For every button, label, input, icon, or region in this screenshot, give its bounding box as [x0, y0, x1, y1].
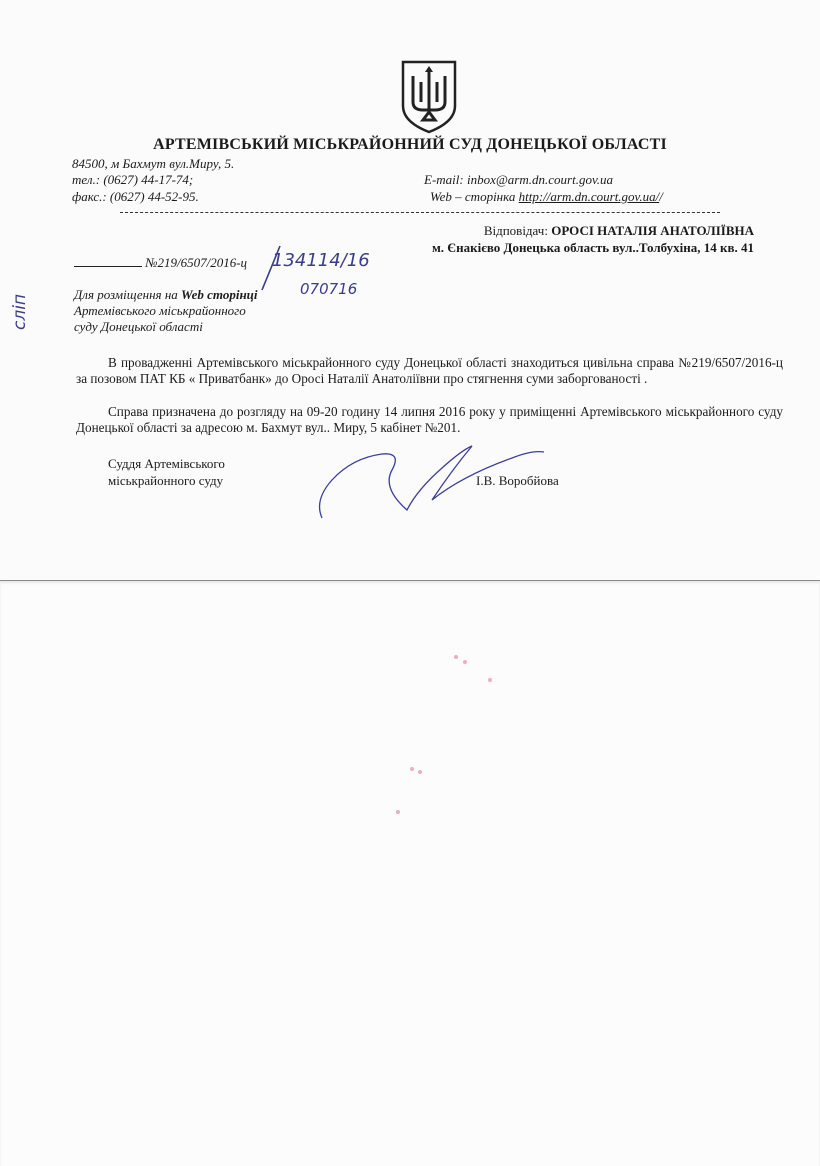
web-note-suffix: сторінці [207, 287, 258, 302]
case-number: №219/6507/2016-ц [145, 255, 248, 270]
court-email: E-mail: inbox@arm.dn.court.gov.ua [424, 172, 613, 187]
handwritten-reg-number: 134114/16 [272, 250, 370, 271]
court-phone: тел.: (0627) 44-17-74; [72, 172, 194, 187]
ink-speck [418, 770, 422, 774]
handwritten-margin-note: сліп [10, 293, 30, 330]
ink-speck [463, 660, 467, 664]
web-note-line3: суду Донецької області [74, 319, 203, 334]
web-note-line1 [74, 287, 258, 303]
respondent-address: м. Єнакієво Донецька область вул..Толбухіна, 14 кв. 41 [431, 240, 754, 255]
respondent-label: Відповідач: [483, 223, 548, 238]
blank-line [74, 254, 142, 267]
ink-speck [488, 678, 492, 682]
court-address: 84500, м Бахмут вул.Миру, 5. [72, 156, 235, 171]
judge-title-line2: міськрайонного суду [108, 473, 224, 488]
web-label: Web – сторінка [430, 189, 516, 204]
ink-speck [454, 655, 458, 659]
handwritten-slash [258, 244, 284, 292]
ink-speck [410, 767, 414, 771]
respondent-name: ОРОСІ НАТАЛІЯ АНАТОЛІЇВНА [551, 223, 754, 238]
judge-signature [312, 440, 552, 520]
web-link[interactable]: http://arm.dn.court.gov.ua/ [518, 189, 660, 204]
case-number-line [74, 254, 247, 271]
web-note-web: Web [181, 287, 204, 302]
web-note-prefix: Для розміщення на [74, 287, 178, 302]
blank-back-sheet [0, 580, 820, 1166]
court-web: Web – сторінка http://arm.dn.court.gov.ua// [430, 189, 663, 204]
ink-speck [396, 810, 400, 814]
body-paragraph-1: В провадженні Артемівського міськрайонного суду Донецької області знаходиться цивільна справа №219/6507/2016-ц за позовом ПАТ КБ « Приватбанк» до Оросі Наталії Анатоліївни про стягнення суми заборгованості . [76, 355, 783, 386]
coat-of-arms-emblem [399, 58, 459, 134]
respondent-line [484, 223, 754, 239]
body-paragraph-2: Справа призначена до розгляду на 09-20 годину 14 липня 2016 року у приміщенні Артемівського міськрайонного суду Донецької області за адресою м. Бахмут вул.. Миру, 5 кабінет №201. [76, 404, 783, 435]
header-divider [120, 212, 720, 213]
court-fax: факс.: (0627) 44-52-95. [72, 189, 199, 204]
judge-title-line1: Суддя Артемівського [108, 456, 225, 471]
handwritten-date: 070716 [300, 280, 358, 298]
judge-name: І.В. Воробйова [476, 473, 559, 488]
web-note-line2: Артемівського міськрайонного [74, 303, 246, 318]
court-title: АРТЕМІВСЬКИЙ МІСЬКРАЙОННИЙ СУД ДОНЕЦЬКОЇ ОБЛАСТІ [153, 136, 667, 153]
